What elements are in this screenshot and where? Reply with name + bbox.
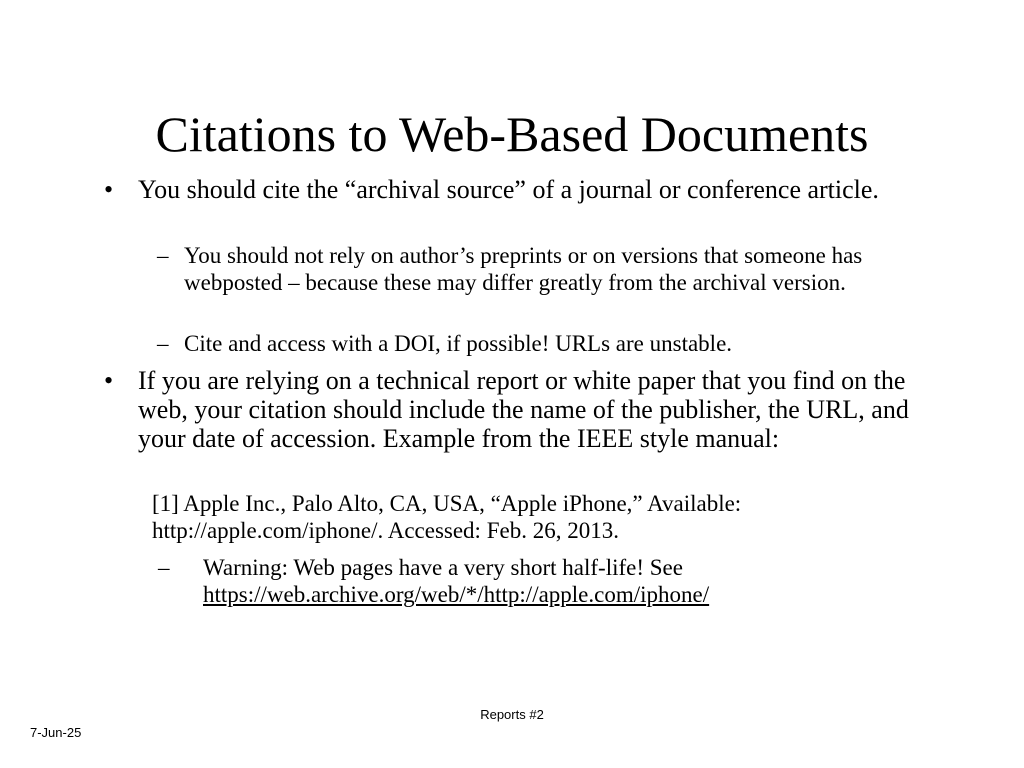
warning-line [203,554,918,608]
sub-bullet-marker: – [157,243,169,268]
sub-bullet-marker: – [158,555,170,580]
slide-title: Citations to Web-Based Documents [155,106,869,162]
sub-bullet-warning [158,554,918,608]
bullet-text: You should cite the “archival source” of a journal or conference article. [138,175,879,204]
footer-date: 7-Jun-25 [30,725,82,740]
warning-text: Warning: Web pages have a very short half-life! See [203,555,683,580]
bullet-marker: • [104,366,114,395]
sub-bullet-text: You should not rely on author’s preprints or on versions that someone has webposted – because these may differ greatly from the archival version. [184,243,863,295]
archive-link[interactable]: https://web.archive.org/web/*/http://apple.com/iphone/ [203,582,710,607]
bullet-marker: • [104,175,114,204]
sub-bullet-preprints [157,242,937,296]
sub-bullet-text: Cite and access with a DOI, if possible! URLs are unstable. [184,331,733,356]
sub-bullet-doi [157,330,937,357]
ieee-reference-example: [1] Apple Inc., Palo Alto, CA, USA, “Apple iPhone,” Available: http://apple.com/iphone/. Accessed: Feb. 26, 2013. [152,491,742,543]
bullet-technical-report [104,366,944,453]
footer-slide-label: Reports #2 [480,707,544,722]
bullet-text: If you are relying on a technical report or white paper that you find on the web, your citation should include the name of the publisher, the URL, and your date of accession. Example from the IEEE style manual: [138,366,909,453]
sub-bullet-marker: – [157,331,169,356]
bullet-archival-source [104,175,944,204]
